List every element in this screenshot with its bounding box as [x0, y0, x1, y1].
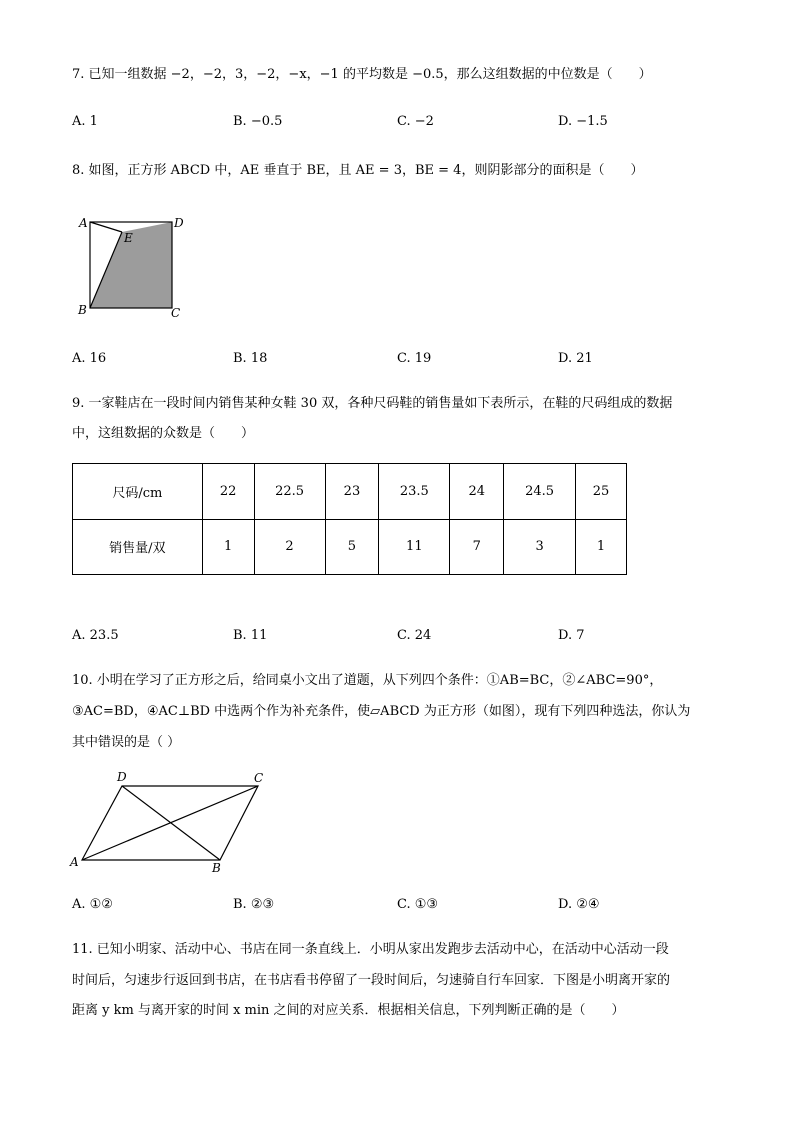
table-header-cell: 尺码/cm [73, 464, 203, 520]
q10-stem-line1: 10. 小明在学习了正方形之后，给同桌小文出了道题，从下列四个条件：①AB=BC，②∠ABC=90°， [72, 673, 663, 688]
q10-option-a[interactable]: A. ①② [72, 897, 113, 912]
q8-square-diagram [70, 210, 200, 325]
table-cell: 1 [576, 519, 627, 575]
q8-options [72, 350, 732, 368]
q8-label-c: C [171, 306, 181, 320]
q11-stem-line2: 时间后，匀速步行返回到书店，在书店看书停留了一段时间后，匀速骑自行车回家．下图是小明离开家的 [72, 973, 671, 988]
q9-option-c[interactable]: C. 24 [397, 628, 432, 643]
q10-diagonal-bd [122, 786, 220, 860]
table-row [73, 464, 627, 520]
table-cell: 11 [379, 519, 450, 575]
q10-option-c[interactable]: C. ①③ [397, 897, 439, 912]
q10-option-b[interactable]: B. ②③ [233, 897, 275, 912]
q7-option-a[interactable]: A. 1 [72, 114, 98, 129]
q10-label-a: A [70, 855, 79, 869]
q9-option-b[interactable]: B. 11 [233, 628, 268, 643]
table-header-cell: 销售量/双 [73, 519, 203, 575]
q9-stem-line1: 9. 一家鞋店在一段时间内销售某种女鞋 30 双，各种尺码鞋的销售量如下表所示，在鞋的尺码组成的数据 [72, 396, 673, 411]
table-cell: 25 [576, 464, 627, 520]
table-cell: 22 [202, 464, 254, 520]
q8-label-b: B [78, 303, 87, 317]
table-cell: 24.5 [504, 464, 576, 520]
q8-stem: 8. 如图，正方形 ABCD 中，AE 垂直于 BE，且 AE = 3，BE = 4，则阴影部分的面积是（ ） [72, 163, 644, 178]
q10-stem-line3: 其中错误的是（ ） [72, 735, 181, 750]
q11-stem-line3: 距离 y km 与离开家的时间 x min 之间的对应关系．根据相关信息，下列判断正确的是（ ） [72, 1003, 625, 1018]
q8-label-a: A [79, 216, 88, 230]
q8-segment-ae [90, 222, 122, 232]
table-cell: 5 [325, 519, 379, 575]
q10-diagonal-ac [82, 786, 258, 860]
q10-label-d: D [117, 770, 127, 784]
table-cell: 2 [254, 519, 325, 575]
q10-option-d[interactable]: D. ②④ [558, 897, 600, 912]
table-cell: 7 [450, 519, 504, 575]
q11-stem-line1: 11. 已知小明家、活动中心、书店在同一条直线上．小明从家出发跑步去活动中心，在活动中心活动一段 [72, 942, 669, 957]
table-cell: 1 [202, 519, 254, 575]
q7-stem: 7. 已知一组数据 −2，−2，3，−2，−x，−1 的平均数是 −0.5，那么这组数据的中位数是（ ） [72, 67, 652, 82]
table-cell: 24 [450, 464, 504, 520]
q9-option-a[interactable]: A. 23.5 [72, 628, 119, 643]
q7-option-c[interactable]: C. −2 [397, 114, 434, 129]
q8-option-a[interactable]: A. 16 [72, 351, 107, 366]
q10-stem-line2: ③AC=BD，④AC⊥BD 中选两个作为补充条件，使▱ABCD 为正方形（如图），现有下列四种选法，你认为 [72, 704, 691, 719]
q9-stem-line2: 中，这组数据的众数是（ ） [72, 426, 255, 441]
q10-label-c: C [254, 771, 264, 785]
q7-option-d[interactable]: D. −1.5 [558, 114, 608, 129]
q8-label-e: E [124, 231, 133, 245]
q10-parallelogram-figure [66, 764, 276, 884]
q9-sales-table [72, 463, 627, 575]
q10-parallelogram-diagram [66, 764, 276, 880]
q8-option-d[interactable]: D. 21 [558, 351, 593, 366]
q8-square-figure [70, 210, 200, 329]
q8-label-d: D [174, 216, 184, 230]
table-cell: 3 [504, 519, 576, 575]
table-cell: 23 [325, 464, 379, 520]
q7-options [72, 113, 732, 131]
q7-option-b[interactable]: B. −0.5 [233, 114, 283, 129]
table-cell: 22.5 [254, 464, 325, 520]
table-row [73, 519, 627, 575]
q10-options [72, 896, 732, 914]
q10-label-b: B [212, 861, 221, 875]
table-cell: 23.5 [379, 464, 450, 520]
q8-option-b[interactable]: B. 18 [233, 351, 268, 366]
q9-options [72, 627, 732, 645]
q8-option-c[interactable]: C. 19 [397, 351, 432, 366]
q9-option-d[interactable]: D. 7 [558, 628, 585, 643]
